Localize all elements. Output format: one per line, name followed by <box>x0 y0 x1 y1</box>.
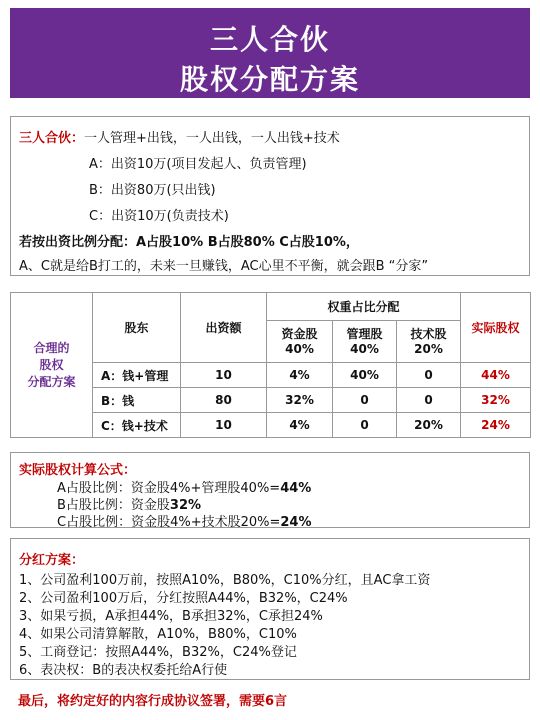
formula-line-c: C占股比例：资金股4%+技术股20%=24% <box>57 515 312 530</box>
dividend-item: 6、表决权：B的表决权委托给A行使 <box>19 663 228 678</box>
header-tech-share: 技术股 20% <box>397 321 461 363</box>
equity-table <box>10 292 531 438</box>
dividend-section <box>10 538 530 680</box>
page-title-line2: 股权分配方案 <box>179 63 360 96</box>
dividend-item: 2、公司盈利100万后，分红按照A44%，B32%，C24% <box>19 591 348 606</box>
intro-summary-line <box>19 127 340 146</box>
title-banner <box>10 8 530 98</box>
header-capital: 出资额 <box>181 293 267 363</box>
partner-a: A：出资10万(项目发起人、负责管理) <box>89 157 307 172</box>
table-row: B：钱 80 32% 0 0 32% <box>11 388 531 413</box>
partner-b: B：出资80万(只出钱) <box>89 183 216 198</box>
intro-section <box>10 116 530 276</box>
intro-label: 三人合伙： <box>19 131 85 146</box>
dividend-item: 3、如果亏损，A承担44%，B承担32%，C承担24% <box>19 609 323 624</box>
header-actual: 实际股权 <box>461 293 531 363</box>
header-mgmt-share: 管理股 40% <box>333 321 397 363</box>
table-row: C：钱+技术 10 4% 0 20% 24% <box>11 413 531 438</box>
dividend-item: 4、如果公司清算解散，A10%，B80%，C10% <box>19 627 297 642</box>
footer-note: 最后，将约定好的内容行成协议签署，需要6言 <box>18 694 288 709</box>
formula-line-a: A占股比例：资金股4%+管理股40%=44% <box>57 481 312 496</box>
formula-title: 实际股权计算公式： <box>19 463 137 478</box>
intro-summary: 一人管理+出钱，一人出钱，一人出钱+技术 <box>84 131 340 146</box>
dividend-item: 5、工商登记：按照A44%，B32%，C24%登记 <box>19 645 297 660</box>
formula-line-b: B占股比例：资金股32% <box>57 498 202 513</box>
dividend-title: 分红方案： <box>19 553 85 568</box>
header-capital-share: 资金股 40% <box>267 321 333 363</box>
intro-note: A、C就是给B打工的，未来一旦赚钱，AC心里不平衡，就会跟B “分家” <box>19 259 429 274</box>
formula-section <box>10 452 530 528</box>
equity-table-wrap <box>10 292 530 438</box>
table-side-label: 合理的 股权 分配方案 <box>11 293 93 438</box>
partner-c: C：出资10万(负责技术) <box>89 209 229 224</box>
dividend-item: 1、公司盈利100万前，按照A10%，B80%，C10%分红，且AC拿工资 <box>19 573 431 588</box>
header-shareholder: 股东 <box>93 293 181 363</box>
page-title-line1: 三人合伙 <box>209 23 330 56</box>
ratio-allocation: 若按出资比例分配：A占股10% B占股80% C占股10%， <box>19 235 359 250</box>
table-row: A：钱+管理 10 4% 40% 0 44% <box>11 363 531 388</box>
header-weight-group: 权重占比分配 <box>267 293 461 321</box>
